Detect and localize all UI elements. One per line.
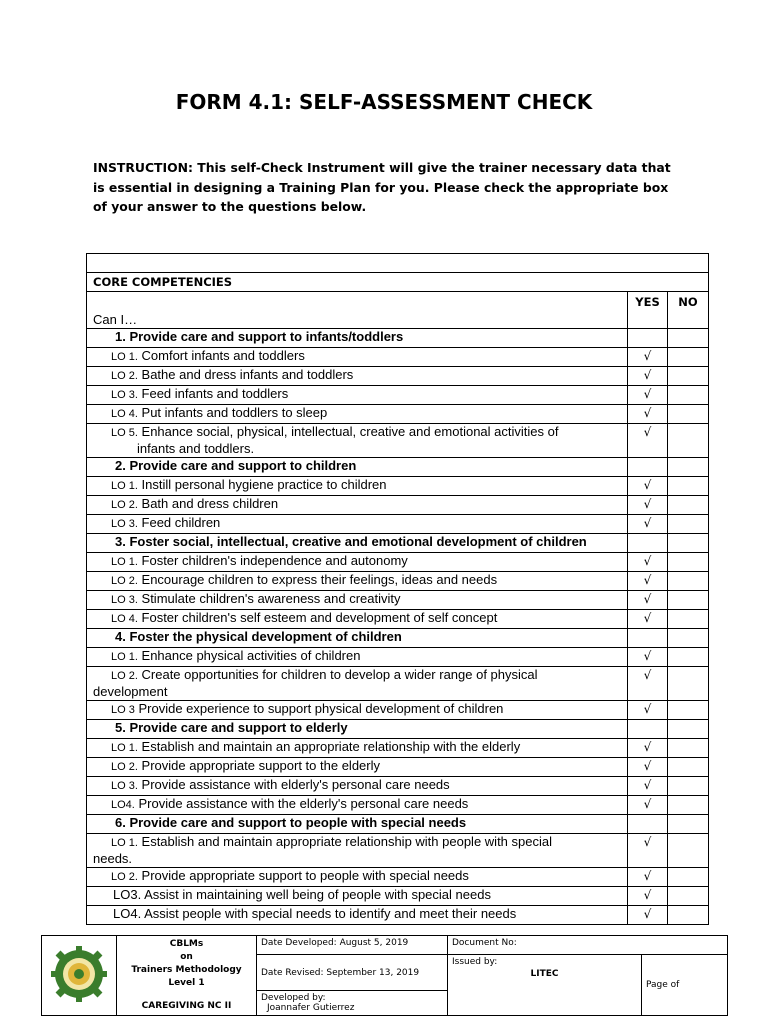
yes-checkbox[interactable]	[628, 758, 668, 777]
check-mark-icon: √	[643, 611, 652, 625]
lo-label: LO 1.	[111, 837, 138, 849]
no-checkbox[interactable]	[668, 610, 709, 629]
learning-outcome-row	[87, 424, 709, 458]
date-revised: Date Revised: September 13, 2019	[257, 955, 448, 991]
competency-heading: 5. Provide care and support to elderly	[87, 720, 628, 739]
no-checkbox[interactable]	[668, 739, 709, 758]
issued-by-cell	[448, 955, 642, 1016]
yes-checkbox[interactable]	[628, 386, 668, 405]
lo-description: Foster children's independence and autonomy	[137, 553, 408, 568]
learning-outcome-text	[87, 515, 628, 534]
learning-outcome-text	[87, 496, 628, 515]
learning-outcome-row	[87, 906, 709, 925]
lo-label: LO3.	[113, 887, 142, 902]
learning-outcome-text	[87, 777, 628, 796]
lo-description: Put infants and toddlers to sleep	[137, 405, 328, 420]
no-checkbox[interactable]	[668, 515, 709, 534]
no-checkbox[interactable]	[668, 906, 709, 925]
lo-description: Establish and maintain an appropriate relationship with the elderly	[137, 739, 521, 754]
no-checkbox[interactable]	[668, 405, 709, 424]
no-checkbox[interactable]	[668, 701, 709, 720]
lo-description: Foster children's self esteem and development of self concept	[137, 610, 498, 625]
no-checkbox[interactable]	[668, 591, 709, 610]
core-competencies-row	[87, 273, 709, 292]
lo-description: Feed children	[137, 515, 221, 530]
lo-label: LO 3.	[111, 518, 138, 530]
no-checkbox[interactable]	[668, 424, 709, 458]
developed-by-cell	[257, 991, 448, 1016]
learning-outcome-row	[87, 739, 709, 758]
lo-label: LO 3	[111, 704, 135, 716]
lo-label: LO 1.	[111, 651, 138, 663]
competency-heading: 1. Provide care and support to infants/toddlers	[87, 329, 628, 348]
learning-outcome-text	[87, 648, 628, 667]
lo-description-continued: infants and toddlers.	[137, 441, 255, 456]
check-mark-icon: √	[643, 554, 652, 568]
yes-checkbox[interactable]	[628, 496, 668, 515]
competency-heading-row	[87, 629, 709, 648]
page-number: Page of	[642, 955, 728, 1016]
learning-outcome-text	[87, 348, 628, 367]
yes-checkbox[interactable]	[628, 591, 668, 610]
lo-description: Feed infants and toddlers	[137, 386, 289, 401]
learning-outcome-text	[87, 906, 628, 925]
no-checkbox[interactable]	[668, 572, 709, 591]
no-cell	[668, 329, 709, 348]
yes-checkbox[interactable]	[628, 515, 668, 534]
learning-outcome-row	[87, 667, 709, 701]
check-mark-icon: √	[643, 649, 652, 663]
lo-label: LO 1.	[111, 351, 138, 363]
learning-outcome-row	[87, 348, 709, 367]
yes-checkbox[interactable]	[628, 477, 668, 496]
yes-column-header: YES	[628, 292, 668, 329]
issued-by-label: Issued by:	[452, 957, 498, 967]
lo-description: Establish and maintain appropriate relationship with people with special	[137, 834, 552, 849]
lo-label: LO 2.	[111, 871, 138, 883]
lo-description: Bath and dress children	[137, 496, 279, 511]
yes-checkbox[interactable]	[628, 667, 668, 701]
yes-checkbox[interactable]	[628, 367, 668, 386]
yes-checkbox[interactable]	[628, 887, 668, 906]
lo-label: LO 2.	[111, 499, 138, 511]
lo-description: Provide experience to support physical development of children	[134, 701, 504, 716]
yes-checkbox[interactable]	[628, 796, 668, 815]
competency-heading-row	[87, 458, 709, 477]
yes-checkbox[interactable]	[628, 868, 668, 887]
no-column-header: NO	[668, 292, 709, 329]
issuer-name: LITEC	[530, 969, 559, 979]
lo-description: Encourage children to express their feelings, ideas and needs	[137, 572, 498, 587]
lo-label: LO 2.	[111, 761, 138, 773]
yes-checkbox[interactable]	[628, 553, 668, 572]
check-mark-icon: √	[643, 778, 652, 792]
lo-description: Provide assistance with elderly's personal care needs	[137, 777, 450, 792]
learning-outcome-row	[87, 591, 709, 610]
yes-cell	[628, 329, 668, 348]
lo-label: LO4.	[113, 906, 142, 921]
check-mark-icon: √	[643, 497, 652, 511]
lo-description: Assist in maintaining well being of people with special needs	[141, 887, 491, 902]
competency-heading-row	[87, 720, 709, 739]
no-checkbox[interactable]	[668, 868, 709, 887]
lo-description: Comfort infants and toddlers	[137, 348, 305, 363]
learning-outcome-text	[87, 405, 628, 424]
lo-label: LO4.	[111, 799, 135, 811]
cblm-title-cell	[117, 936, 257, 1016]
competency-heading: 3. Foster social, intellectual, creative and emotional development of children	[87, 534, 628, 553]
check-mark-icon: √	[643, 740, 652, 754]
learning-outcome-row	[87, 701, 709, 720]
check-mark-icon: √	[643, 349, 652, 363]
learning-outcome-row	[87, 758, 709, 777]
learning-outcome-text	[87, 386, 628, 405]
lo-label: LO 1.	[111, 742, 138, 754]
yes-cell	[628, 458, 668, 477]
yes-cell	[628, 534, 668, 553]
lo-label: LO 1.	[111, 480, 138, 492]
lo-description-continued: needs.	[93, 851, 133, 866]
yes-checkbox[interactable]	[628, 777, 668, 796]
learning-outcome-row	[87, 648, 709, 667]
check-mark-icon: √	[643, 759, 652, 773]
no-checkbox[interactable]	[668, 887, 709, 906]
yes-checkbox[interactable]	[628, 739, 668, 758]
yes-cell	[628, 815, 668, 834]
lo-label: LO 2.	[111, 670, 138, 682]
lo-description: Create opportunities for children to develop a wider range of physical	[137, 667, 538, 682]
check-mark-icon: √	[643, 869, 652, 883]
yes-checkbox[interactable]	[628, 572, 668, 591]
lo-description: Provide assistance with the elderly's personal care needs	[134, 796, 469, 811]
yes-checkbox[interactable]	[628, 648, 668, 667]
competency-heading-row	[87, 534, 709, 553]
learning-outcome-text	[87, 834, 628, 868]
learning-outcome-row	[87, 610, 709, 629]
learning-outcome-row	[87, 572, 709, 591]
lo-label: LO 2.	[111, 370, 138, 382]
yes-checkbox[interactable]	[628, 834, 668, 868]
can-i-label: Can I…	[87, 292, 628, 329]
learning-outcome-text	[87, 424, 628, 458]
competency-heading-row	[87, 329, 709, 348]
instruction-text: INSTRUCTION: This self-Check Instrument will give the trainer necessary data that is essential in designing a Training Plan for you. Please check the appropriate box of your answer to the questions below.	[93, 160, 671, 214]
check-mark-icon: √	[643, 592, 652, 606]
learning-outcome-row	[87, 515, 709, 534]
check-mark-icon: √	[643, 478, 652, 492]
no-checkbox[interactable]	[668, 648, 709, 667]
learning-outcome-text	[87, 591, 628, 610]
self-assessment-table	[86, 253, 709, 925]
learning-outcome-text	[87, 553, 628, 572]
learning-outcome-text	[87, 667, 628, 701]
lo-label: LO 3.	[111, 780, 138, 792]
check-mark-icon: √	[643, 835, 652, 849]
yes-checkbox[interactable]	[628, 906, 668, 925]
learning-outcome-row	[87, 834, 709, 868]
no-checkbox[interactable]	[668, 477, 709, 496]
check-mark-icon: √	[643, 907, 652, 921]
lo-description: Provide appropriate support to the elderly	[137, 758, 380, 773]
learning-outcome-row	[87, 386, 709, 405]
yes-cell	[628, 629, 668, 648]
cblm-line-5: CAREGIVING NC II	[141, 1001, 232, 1011]
learning-outcome-text	[87, 758, 628, 777]
competency-heading: 2. Provide care and support to children	[87, 458, 628, 477]
lo-label: LO 4.	[111, 613, 138, 625]
form-title: FORM 4.1: SELF-ASSESSMENT CHECK	[175, 90, 593, 114]
lo-description: Instill personal hygiene practice to children	[137, 477, 387, 492]
cblm-line-4: Level 1	[168, 978, 205, 988]
learning-outcome-row	[87, 367, 709, 386]
lo-description: Assist people with special needs to identify and meet their needs	[141, 906, 517, 921]
core-competencies-label: CORE COMPETENCIES	[87, 273, 709, 292]
learning-outcome-text	[87, 701, 628, 720]
date-developed: Date Developed: August 5, 2019	[257, 936, 448, 955]
document-footer	[41, 935, 728, 1016]
check-mark-icon: √	[643, 888, 652, 902]
learning-outcome-row	[87, 496, 709, 515]
check-mark-icon: √	[643, 797, 652, 811]
check-mark-icon: √	[643, 368, 652, 382]
competency-heading: 4. Foster the physical development of children	[87, 629, 628, 648]
no-checkbox[interactable]	[668, 667, 709, 701]
cblm-line-2: on	[180, 952, 193, 962]
lo-label: LO 1.	[111, 556, 138, 568]
lo-description: Stimulate children's awareness and creativity	[137, 591, 401, 606]
yes-checkbox[interactable]	[628, 701, 668, 720]
yes-checkbox[interactable]	[628, 424, 668, 458]
check-mark-icon: √	[643, 406, 652, 420]
lo-description: Enhance physical activities of children	[137, 648, 361, 663]
document-number: Document No:	[448, 936, 728, 955]
no-checkbox[interactable]	[668, 796, 709, 815]
competency-heading: 6. Provide care and support to people with special needs	[87, 815, 628, 834]
institution-logo	[42, 936, 117, 1016]
learning-outcome-row	[87, 777, 709, 796]
learning-outcome-text	[87, 610, 628, 629]
learning-outcome-text	[87, 477, 628, 496]
no-cell	[668, 534, 709, 553]
cblm-line-3: Trainers Methodology	[131, 965, 242, 975]
learning-outcome-text	[87, 796, 628, 815]
column-header-row	[87, 292, 709, 329]
lo-description: Bathe and dress infants and toddlers	[137, 367, 354, 382]
no-checkbox[interactable]	[668, 553, 709, 572]
lo-label: LO 2.	[111, 575, 138, 587]
developed-by-label: Developed by:	[261, 993, 326, 1003]
lo-label: LO 4.	[111, 408, 138, 420]
check-mark-icon: √	[643, 516, 652, 530]
learning-outcome-text	[87, 739, 628, 758]
check-mark-icon: √	[643, 702, 652, 716]
lo-description: Enhance social, physical, intellectual, creative and emotional activities of	[137, 424, 559, 439]
learning-outcome-text	[87, 367, 628, 386]
no-checkbox[interactable]	[668, 777, 709, 796]
lo-description: Provide appropriate support to people with special needs	[137, 868, 469, 883]
learning-outcome-row	[87, 796, 709, 815]
yes-checkbox[interactable]	[628, 405, 668, 424]
yes-checkbox[interactable]	[628, 610, 668, 629]
no-checkbox[interactable]	[668, 834, 709, 868]
no-cell	[668, 458, 709, 477]
yes-cell	[628, 720, 668, 739]
no-cell	[668, 720, 709, 739]
lo-label: LO 3.	[111, 594, 138, 606]
learning-outcome-row	[87, 405, 709, 424]
no-cell	[668, 815, 709, 834]
learning-outcome-text	[87, 887, 628, 906]
learning-outcome-row	[87, 477, 709, 496]
competency-heading-row	[87, 815, 709, 834]
no-checkbox[interactable]	[668, 758, 709, 777]
developer-name: Joannafer Gutierrez	[267, 1003, 355, 1013]
learning-outcome-text	[87, 572, 628, 591]
lo-label: LO 5.	[111, 427, 138, 439]
yes-checkbox[interactable]	[628, 348, 668, 367]
learning-outcome-text	[87, 868, 628, 887]
gear-seal-icon	[50, 945, 108, 1003]
check-mark-icon: √	[643, 425, 652, 439]
check-mark-icon: √	[643, 668, 652, 682]
table-spacer-row	[87, 254, 709, 273]
no-checkbox[interactable]	[668, 367, 709, 386]
no-cell	[668, 629, 709, 648]
learning-outcome-row	[87, 887, 709, 906]
no-checkbox[interactable]	[668, 348, 709, 367]
no-checkbox[interactable]	[668, 386, 709, 405]
learning-outcome-row	[87, 868, 709, 887]
lo-label: LO 3.	[111, 389, 138, 401]
check-mark-icon: √	[643, 573, 652, 587]
cblm-line-1: CBLMs	[169, 939, 204, 949]
learning-outcome-row	[87, 553, 709, 572]
check-mark-icon: √	[643, 387, 652, 401]
lo-description-continued: development	[93, 684, 168, 699]
no-checkbox[interactable]	[668, 496, 709, 515]
